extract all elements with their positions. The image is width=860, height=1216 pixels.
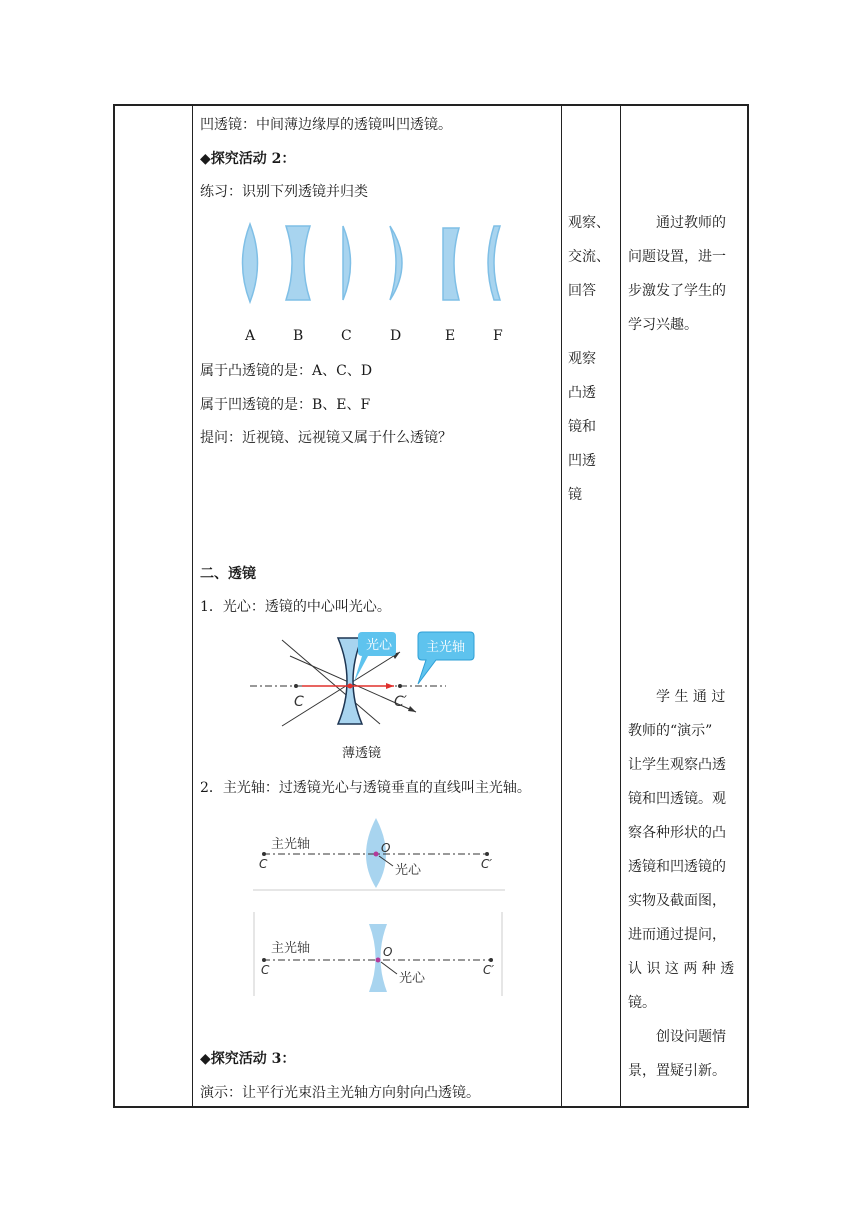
concave-axis-figure (253, 910, 505, 998)
fig2-o-label: O (381, 841, 391, 855)
student-line: 回答 (568, 283, 596, 299)
intent-line: 学 生 通 过 (656, 689, 726, 705)
intent-line: 让学生观察凸透 (628, 757, 726, 773)
fig2-c-label: C (259, 857, 268, 871)
thin-lens-figure (250, 626, 480, 730)
lens-label-a: A (245, 328, 256, 344)
fig3-o-label: O (383, 945, 393, 959)
lens-c-planoconvex (343, 226, 351, 300)
fig1-c-label: C (294, 694, 304, 710)
fig2-center-label: 光心 (395, 863, 422, 878)
intent-line: 察各种形状的凸 (628, 825, 726, 841)
intent-line: 透镜和凹透镜的 (628, 859, 726, 875)
column-divider-3 (620, 106, 621, 1106)
lens-label-f: F (493, 328, 503, 344)
column-divider-1 (192, 106, 193, 1106)
intent-line: 创设问题情 (656, 1029, 726, 1045)
lens-label-d: D (390, 328, 402, 344)
student-line: 凸透 (568, 385, 596, 401)
intent-block-1 (628, 206, 744, 342)
fig3-center-label: 光心 (399, 971, 426, 986)
lens-f-concave-meniscus (488, 226, 500, 300)
lens-label-b: B (293, 328, 304, 344)
principal-axis-definition: 2．主光轴：过透镜光心与透镜垂直的直线叫主光轴。 (200, 780, 531, 796)
intent-line: 实物及截面图， (628, 893, 726, 909)
fig1-c-prime-label: C′ (394, 694, 407, 710)
question-text: 提问：近视镜、远视镜又属于什么透镜？ (200, 430, 452, 446)
intent-line: 进而通过提问， (628, 927, 726, 943)
student-line: 交流、 (568, 249, 610, 265)
lens-label-e: E (445, 328, 456, 344)
lens-b-biconcave (286, 226, 310, 300)
thin-lens-caption: 薄透镜 (342, 746, 382, 761)
intent-line: 镜和凹透镜。观 (628, 791, 726, 807)
student-line: 观察、 (568, 215, 610, 231)
activity-3-heading: ◆探究活动 3： (200, 1051, 296, 1067)
lens-e-planoconcave (443, 228, 459, 300)
intent-block-2 (628, 680, 744, 1088)
student-line: 镜和 (568, 419, 596, 435)
student-line: 镜 (568, 487, 582, 503)
intent-line: 通过教师的 (656, 215, 726, 231)
fig2-axis-label: 主光轴 (271, 837, 311, 852)
section-2-heading: 二、透镜 (200, 566, 256, 582)
student-line: 观察 (568, 351, 596, 367)
lens-d-meniscus (390, 226, 402, 300)
intent-line: 步激发了学生的 (628, 283, 726, 299)
student-activity-2 (568, 342, 596, 512)
fig2-c-prime-label: C′ (481, 857, 493, 871)
intent-line: 认 识 这 两 种 透 (628, 961, 735, 977)
intent-line: 镜。 (628, 995, 656, 1011)
lens-label-c: C (341, 328, 352, 344)
fig3-c-prime-label: C′ (483, 963, 495, 977)
concave-answer: 属于凹透镜的是：B、E、F (200, 397, 371, 413)
callout-center-text: 光心 (366, 638, 393, 653)
lens-shapes-figure (230, 218, 520, 308)
intent-line: 教师的“演示” (628, 723, 713, 739)
convex-axis-figure (253, 816, 505, 892)
fig3-axis-label: 主光轴 (271, 941, 311, 956)
convex-answer: 属于凸透镜的是：A、C、D (200, 363, 373, 379)
student-activity-1 (568, 206, 610, 308)
intent-line: 问题设置，进一 (628, 249, 726, 265)
callout-axis-text: 主光轴 (426, 640, 466, 655)
demo-text: 演示：让平行光束沿主光轴方向射向凸透镜。 (200, 1085, 480, 1101)
optical-center-definition: 1．光心：透镜的中心叫光心。 (200, 599, 391, 615)
activity-2-heading: ◆探究活动 2： (200, 151, 296, 167)
column-divider-2 (561, 106, 562, 1106)
fig3-c-label: C (261, 963, 270, 977)
exercise-text: 练习：识别下列透镜并归类 (200, 184, 368, 200)
lens-a-biconvex (243, 224, 258, 302)
student-line: 凹透 (568, 453, 596, 469)
intent-line: 学习兴趣。 (628, 317, 698, 333)
concave-definition: 凹透镜：中间薄边缘厚的透镜叫凹透镜。 (200, 117, 452, 133)
intent-line: 景，置疑引新。 (628, 1063, 726, 1079)
